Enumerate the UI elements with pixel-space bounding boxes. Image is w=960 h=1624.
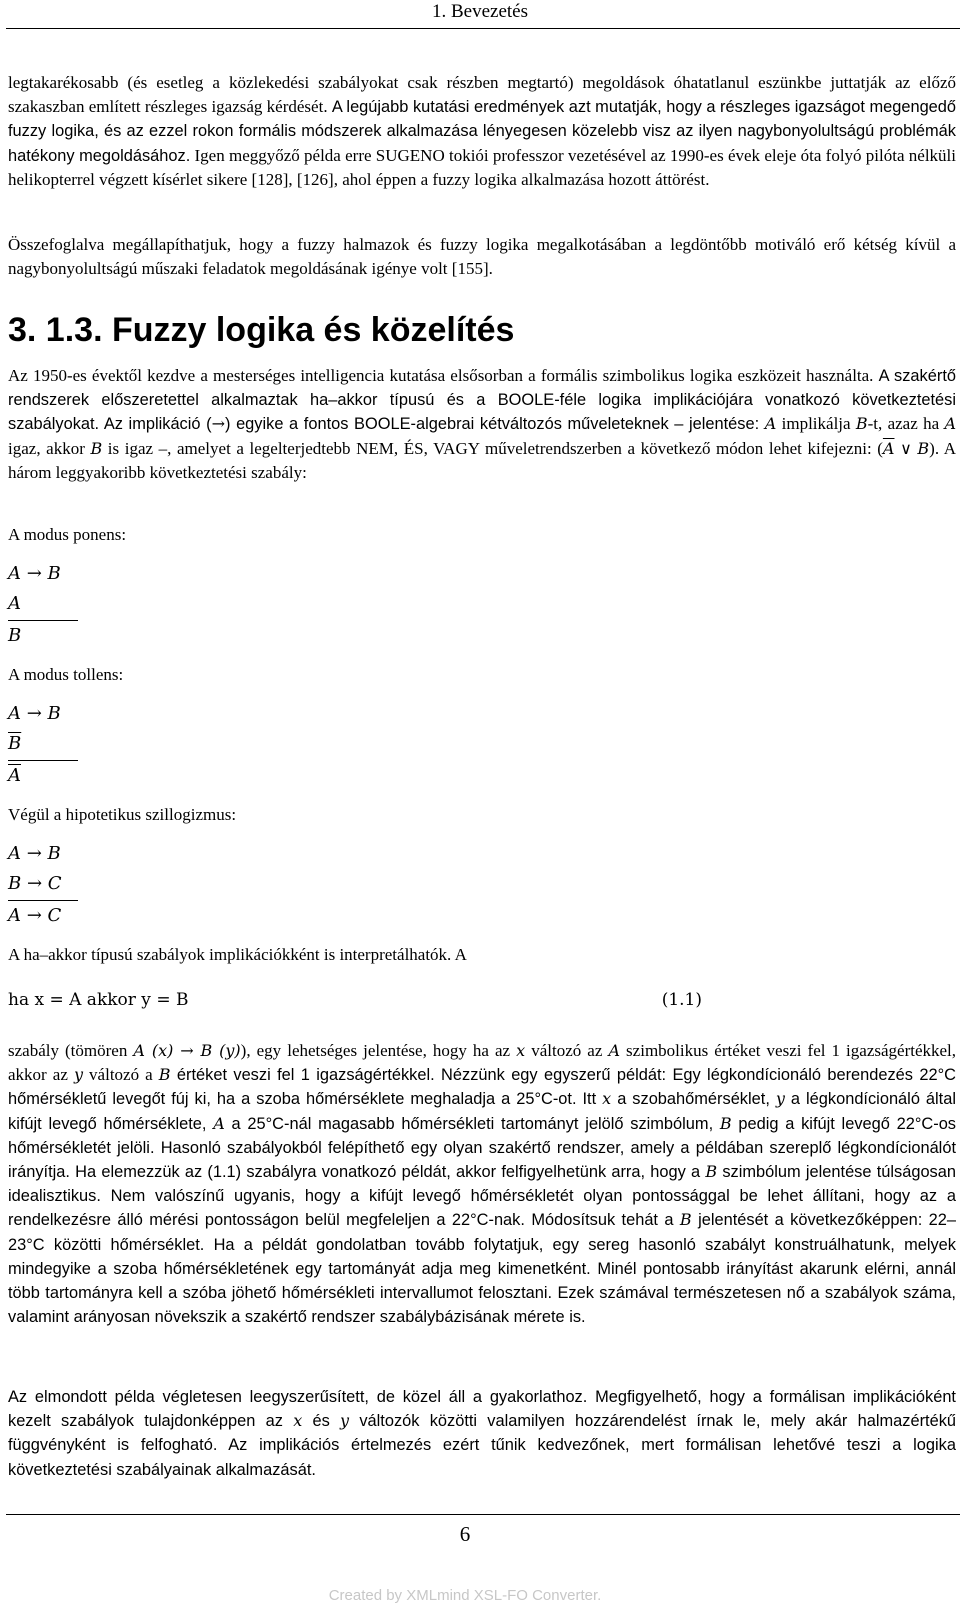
if-then-intro: A ha–akkor típusú szabályok implikációkként is interpretálhatók. A <box>8 945 467 964</box>
paragraph-intro-part-c: Igen meggyőző példa erre SUGENO tokiói professzor vezetésével az 1990-es évek eleje óta folyó pilóta nélküli helikopterrel végzett kísérlet sikere [128], [126], ahol éppen a fuzzy logika alkalmazása hozott áttörést. <box>8 145 956 189</box>
symbol-a: A <box>944 414 956 434</box>
paragraph-intro-part-a: legtakarékosabb (és esetleg a közlekedési szabályokat csak részben megtartó) megoldások óhatatlanul eszünkbe juttatják az előző szakaszban említett részleges igazság kérdését. <box>8 73 956 117</box>
example-text-11: pedig a kifújt levegő 22°C-os hőmérsékletét jelöli. Hasonló szabályokból felépíthető egy olyan szakértő rendszer, amely a példában szereplő légkondícionálót irányítja. Ha elemezzük az (1.1) szabályra vonatkozó példát, akkor felfigyelhetünk arra, hogy a <box>8 1114 956 1182</box>
symbol-x: x <box>516 1041 526 1060</box>
conclusion: $\overline{A}$ <box>8 765 21 786</box>
conclusion: A → C <box>8 905 62 926</box>
symbol-b: B <box>855 414 868 434</box>
symbol-b: B <box>917 438 930 458</box>
paragraph-intro <box>8 71 956 192</box>
paragraph-conclusion <box>8 1385 956 1482</box>
premise-2: $\overline{B}$ <box>8 733 22 754</box>
syllogism-label: Végül a hipotetikus szillogizmus: <box>8 805 237 824</box>
syllogism-rule <box>8 839 78 931</box>
premise-2: A <box>8 593 21 614</box>
example-text-4: szimbolikus értéket veszi fel <box>620 1041 832 1060</box>
conclusion: B <box>8 625 22 646</box>
premise-1: A → B <box>8 703 61 724</box>
symbol-not-a: $\overline{A}$ <box>882 438 895 458</box>
header-divider <box>6 28 960 29</box>
premise-1: A → B <box>8 843 61 864</box>
symbol-b: B <box>90 438 103 458</box>
logic-text-3: ) egyike a fontos BOOLE-algebrai kétváltozós műveleteknek – jelentése: <box>225 415 765 434</box>
symbol-y: y <box>73 1065 83 1085</box>
symbol-a: A <box>764 414 777 434</box>
paragraph-summary: Összefoglalva megállapíthatjuk, hogy a fuzzy halmazok és fuzzy logika megalkotásában a legdöntőbb motiváló erő kétség kívül a nagybonyolultságú műszaki feladatok megoldásának igénye volt [155]. <box>8 235 956 279</box>
symbol-a: A <box>213 1113 225 1133</box>
symbol-b: B <box>158 1065 171 1085</box>
logic-text-6: igaz, akkor <box>8 438 91 458</box>
symbol-a: A <box>608 1041 621 1060</box>
symbol-b: B <box>719 1113 732 1133</box>
logic-text-5: -t, azaz ha <box>867 414 945 434</box>
logic-text-8: ). A három leggyakoribb következtetési szabály: <box>8 438 956 482</box>
paragraph-example <box>8 1039 956 1329</box>
conclusion-text-1: Az elmondott példa végletesen leegyszerűsített, de közel áll a gyakorlathoz. Megfigyelhető, hogy a formálisan implikációként kezelt szabályok tulajdonképpen az <box>8 1388 956 1431</box>
modus-ponens-label: A modus ponens: <box>8 525 127 544</box>
footer-divider <box>6 1514 960 1515</box>
paragraph-intro-part-b: A legújabb kutatási eredmények azt mutatják, hogy a részleges igazságot megengedő fuzzy logika, és az ezzel rokon formális módszerek alkalmazása lényegesen közelebb visz az ilyen nagybonyolultságú problémák hatékony megoldásához. <box>8 98 957 165</box>
conclusion-text-3: változók közötti valamilyen hozzárendelést írnak le, mely akár halmazértékű függvényként is felfogható. Az implikációs értelmezés ezért tűnik kedvezőnek, mert formálisan lehetővé teszi a logika következtetési szabályainak alkalmazását. <box>8 1412 957 1479</box>
example-text-9: a légkondícionáló által kifújt levegő hőmérséklete, <box>8 1090 956 1133</box>
symbol-x: x <box>293 1411 303 1431</box>
example-text-7: értéket veszi fel 1 igazságértékkel. Nézzünk egy egyszerű példát: Egy légkondícionáló berendezés 22°C hőmérsékletű levegőt fúj ki, ha a szoba hőmérséklete meghaladja a 25°C-ot. Itt <box>8 1066 956 1109</box>
section-heading: 3. 1.3. Fuzzy logika és közelítés <box>8 311 515 349</box>
modus-ponens-rule <box>8 559 78 651</box>
or-symbol: ∨ <box>900 438 912 458</box>
producer-watermark: Created by XMLmind XSL-FO Converter. <box>328 1587 602 1604</box>
premise-2: B → C <box>8 873 62 894</box>
page-number: 6 <box>459 1522 471 1546</box>
rule-short-form: A (x) → B (y) <box>133 1041 241 1060</box>
example-text-13: jelentését a következőképpen: 22–23°C közötti hőmérséklet. Ha a példát gondolatban tovább folytatjuk, egy sereg hasonló szabályt konstruálhatunk, melyek mindegyike a szoba hőmérsékletének egy tartományát adja meg kimenetként. Minél pontosabb irányítást akarunk elérni, annál több tartományra kell a szóba jöhető hőmérsékleti intervallumot felosztani. Ezek számával természetesen nő a szabályok száma, valamint arányosan növekszik a szakértő rendszer szabálybázisának mérete is. <box>8 1211 957 1327</box>
logic-text-4: implikálja <box>776 414 856 434</box>
symbol-b: B <box>679 1210 692 1230</box>
symbol-y: y <box>340 1411 350 1431</box>
implication-arrow: → <box>211 414 225 434</box>
example-text-6: változó a <box>82 1065 159 1085</box>
modus-tollens-rule <box>8 699 78 791</box>
logic-text-7: is igaz –, amelyet a legelterjedtebb NEM, ÉS, VAGY műveletrendszerben a következő módon lehet kifejezni: ( <box>102 438 883 458</box>
example-text-5: igazságértékkel, akkor az <box>8 1041 957 1085</box>
paragraph-logic <box>8 364 956 485</box>
value-one: 1 <box>831 1041 841 1060</box>
logic-text-2: A szakértő rendszerek előszeretettel alkalmaztak ha–akkor típusú és a BOOLE-féle logika implikációjára vonatkozó következtetési szabályokat. Az implikáció ( <box>8 367 956 434</box>
equation-number: (1.1) <box>661 990 702 1010</box>
running-header: 1. Bevezetés <box>431 1 528 22</box>
symbol-b: B <box>705 1162 718 1182</box>
symbol-y: y <box>775 1089 785 1109</box>
example-text-2: ), egy lehetséges jelentése, hogy ha az <box>240 1041 517 1060</box>
example-text-12: szimbólum jelentése túlságosan idealisztikus. Nem valószínű ugyanis, hogy a kifújt levegő hőmérsékletét olyan pontossággal be lehet állítani, hogy az a rendelkezésre álló mérési pontosságon belül megfeleljen a 22°C-nak. Módosítsuk tehát a <box>8 1163 956 1230</box>
formula-1-1 <box>8 985 956 1015</box>
example-text-8: a szobahőmérséklet, <box>611 1090 776 1109</box>
formula-text: ha x = A akkor y = B <box>8 990 189 1010</box>
example-text-10: a 25°C-nál magasabb hőmérsékleti tartományt jelölő szimbólum, <box>224 1114 720 1133</box>
symbol-x: x <box>602 1089 612 1109</box>
conclusion-text-2: és <box>302 1412 341 1431</box>
premise-1: A → B <box>8 563 61 584</box>
modus-tollens-label: A modus tollens: <box>8 665 124 684</box>
example-text-1: szabály (tömören <box>8 1041 134 1060</box>
example-text-3: változó az <box>525 1041 609 1060</box>
logic-text-1: Az 1950-es évektől kezdve a mesterséges intelligencia kutatása elsősorban a formális szimbolikus logika eszközeit használta. <box>8 366 874 385</box>
